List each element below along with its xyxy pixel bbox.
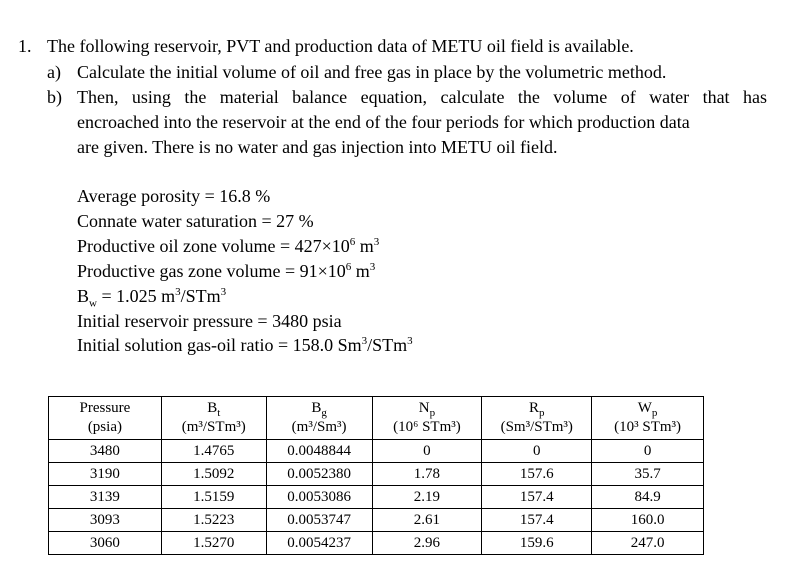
cell-bt: 1.5270 xyxy=(161,532,266,555)
gor-text: Initial solution gas-oil ratio = 158.0 Sm xyxy=(77,335,362,355)
header-bt-label xyxy=(162,399,266,418)
gas-zone-text: Productive gas zone volume = 91×10 xyxy=(77,261,346,281)
bw-unit-mid: /STm xyxy=(180,286,221,306)
header-wp xyxy=(592,397,704,440)
bw-exp1: 3 xyxy=(175,286,181,298)
cell-wp: 0 xyxy=(592,440,704,463)
rp-symbol: R xyxy=(528,400,539,416)
cell-wp: 84.9 xyxy=(592,486,704,509)
cell-bg: 0.0054237 xyxy=(266,532,372,555)
bt-subscript: t xyxy=(217,407,221,419)
gas-zone-unit-exp: 3 xyxy=(369,261,376,273)
cell-rp: 157.4 xyxy=(482,509,592,532)
cell-np: 2.96 xyxy=(372,532,482,555)
question-intro: The following reservoir, PVT and production data of METU oil field is available. xyxy=(47,36,634,56)
param-bw xyxy=(77,285,227,310)
param-initial-gor xyxy=(77,334,413,356)
cell-pressure: 3093 xyxy=(49,509,162,532)
cell-rp: 0 xyxy=(482,440,592,463)
table-row xyxy=(49,463,704,486)
cell-wp: 35.7 xyxy=(592,463,704,486)
header-rp-label xyxy=(482,399,591,418)
table-row xyxy=(49,440,704,463)
cell-wp: 160.0 xyxy=(592,509,704,532)
np-subscript: p xyxy=(429,407,436,419)
cell-np: 0 xyxy=(372,440,482,463)
cell-pressure: 3190 xyxy=(49,463,162,486)
header-rp-unit: (Sm³/STm³) xyxy=(500,419,573,435)
param-connate-water: Connate water saturation = 27 % xyxy=(77,211,314,231)
header-pressure-label: Pressure xyxy=(79,400,131,416)
header-np-label xyxy=(373,399,482,418)
header-np xyxy=(372,397,482,440)
cell-bt: 1.4765 xyxy=(161,440,266,463)
gas-zone-unit: m xyxy=(351,261,370,281)
cell-rp: 157.6 xyxy=(482,463,592,486)
bt-symbol: B xyxy=(207,400,218,416)
oil-zone-exp: 6 xyxy=(349,236,356,248)
oil-zone-unit-exp: 3 xyxy=(373,236,380,248)
header-bg xyxy=(266,397,372,440)
header-wp-unit: (10³ STm³) xyxy=(614,419,682,435)
bw-subscript: w xyxy=(89,297,97,310)
bw-symbol: B xyxy=(77,286,90,306)
header-pressure-unit: (psia) xyxy=(87,419,122,435)
np-symbol: N xyxy=(418,400,430,416)
wp-subscript: p xyxy=(651,407,658,419)
table-row xyxy=(49,532,704,555)
gor-exp1: 3 xyxy=(361,335,368,347)
gor-unit-mid: /STm xyxy=(367,335,408,355)
part-b-text-line3: are given. There is no water and gas injection into METU oil field. xyxy=(77,137,558,157)
cell-np: 2.19 xyxy=(372,486,482,509)
cell-rp: 159.6 xyxy=(482,532,592,555)
bg-symbol: B xyxy=(311,400,322,416)
header-pressure xyxy=(49,397,162,440)
header-bt xyxy=(161,397,266,440)
part-b-text-line2: encroached into the reservoir at the end of the four periods for which production data xyxy=(77,112,690,132)
bg-subscript: g xyxy=(321,407,327,419)
param-oil-zone-volume xyxy=(77,235,379,257)
header-bt-unit: (m³/STm³) xyxy=(181,419,246,435)
cell-pressure: 3139 xyxy=(49,486,162,509)
question-number: 1. xyxy=(18,36,32,56)
cell-np: 1.78 xyxy=(372,463,482,486)
cell-pressure: 3060 xyxy=(49,532,162,555)
bw-value: = 1.025 m xyxy=(96,286,176,306)
header-bg-unit: (m³/Sm³) xyxy=(291,419,347,435)
cell-np: 2.61 xyxy=(372,509,482,532)
cell-bg: 0.0053086 xyxy=(266,486,372,509)
header-wp-label xyxy=(592,399,703,418)
cell-pressure: 3480 xyxy=(49,440,162,463)
table-header-row xyxy=(49,397,704,440)
part-b-text-line1: Then, using the material balance equation, calculate the volume of water that has xyxy=(77,87,767,107)
part-b-label: b) xyxy=(47,87,62,107)
cell-wp: 247.0 xyxy=(592,532,704,555)
rp-subscript: p xyxy=(539,407,545,419)
cell-bg: 0.0052380 xyxy=(266,463,372,486)
production-data-table xyxy=(48,396,704,555)
cell-bt: 1.5223 xyxy=(161,509,266,532)
cell-bt: 1.5159 xyxy=(161,486,266,509)
cell-bg: 0.0048844 xyxy=(266,440,372,463)
wp-symbol: W xyxy=(637,400,652,416)
cell-bg: 0.0053747 xyxy=(266,509,372,532)
oil-zone-text: Productive oil zone volume = 427×10 xyxy=(77,236,350,256)
part-a-label: a) xyxy=(47,62,61,82)
header-np-unit: (10⁶ STm³) xyxy=(393,419,461,435)
table-row xyxy=(49,509,704,532)
bw-exp2: 3 xyxy=(220,286,227,298)
cell-rp: 157.4 xyxy=(482,486,592,509)
header-rp xyxy=(482,397,592,440)
param-initial-pressure: Initial reservoir pressure = 3480 psia xyxy=(77,311,342,331)
gor-exp2: 3 xyxy=(407,335,413,347)
part-a-text: Calculate the initial volume of oil and free gas in place by the volumetric method. xyxy=(77,62,667,82)
header-bg-label xyxy=(267,399,372,418)
gas-zone-exp: 6 xyxy=(345,261,352,273)
table-row xyxy=(49,486,704,509)
cell-bt: 1.5092 xyxy=(161,463,266,486)
param-porosity: Average porosity = 16.8 % xyxy=(77,186,271,206)
oil-zone-unit: m xyxy=(355,236,374,256)
param-gas-zone-volume xyxy=(77,260,375,282)
